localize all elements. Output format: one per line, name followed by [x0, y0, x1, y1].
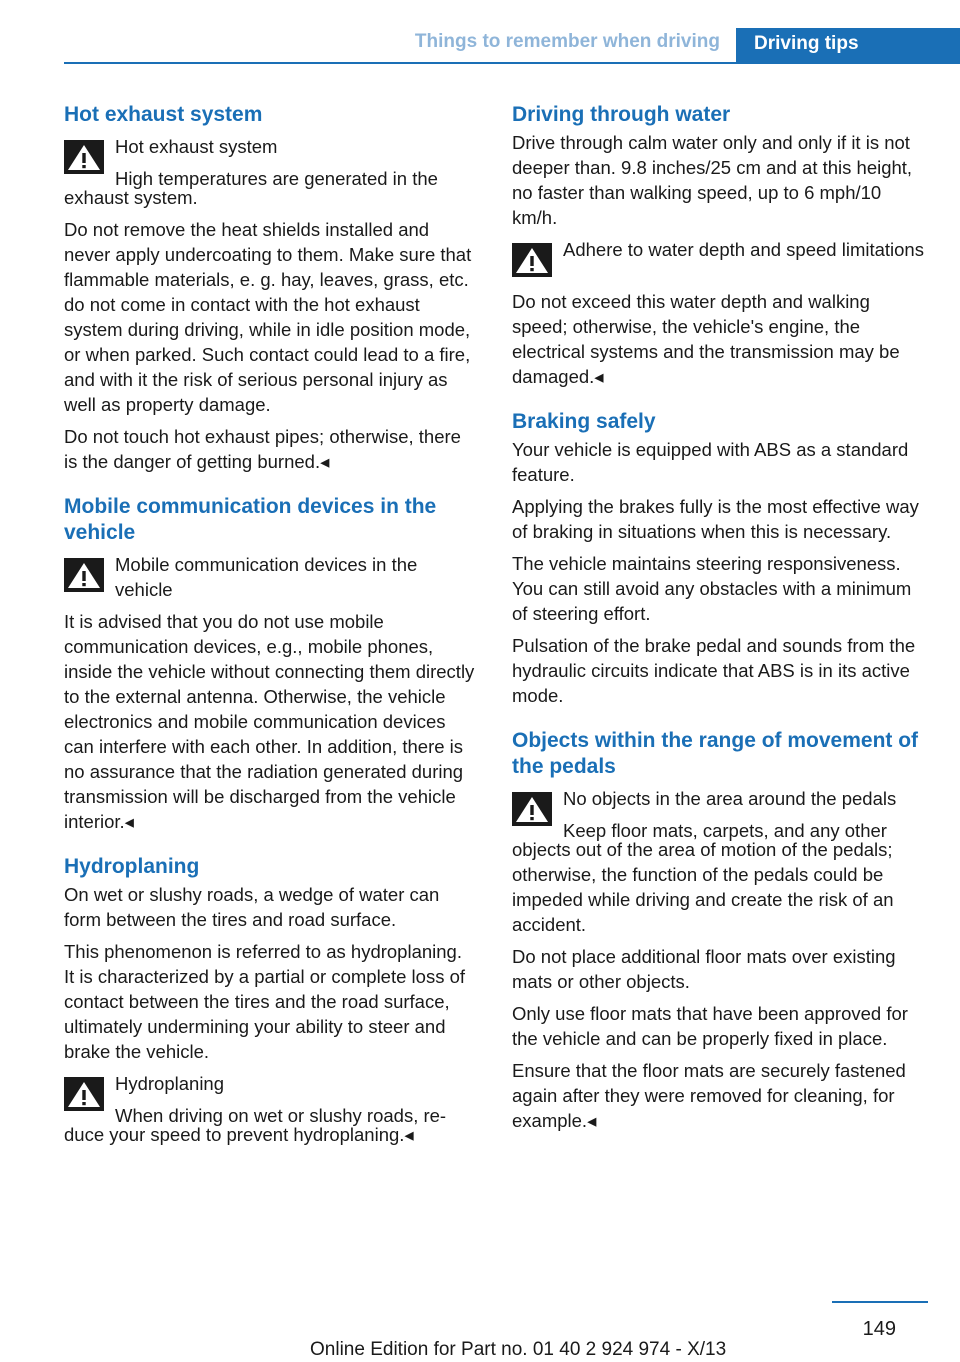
- section-title: Driving through water: [512, 103, 731, 126]
- paragraph: Pulsation of the brake pedal and sounds from the hydraulic circuits indicate that ABS is in its active mode.: [512, 635, 916, 706]
- warning-lead: High temperatures are generated in the: [115, 168, 438, 189]
- section-hot-exhaust: [64, 102, 476, 474]
- paragraph: Do not exceed this water depth and walking speed; otherwise, the vehicle's engine, the electrical systems and the transmission may be damaged.◂: [512, 291, 900, 387]
- paragraph: Do not place additional floor mats over existing mats or other objects.: [512, 946, 896, 992]
- edition-footer: Online Edition for Part no. 01 40 2 924 974 - X/13: [310, 1339, 727, 1360]
- paragraph: This phenomenon is referred to as hydroplaning. It is characterized by a partial or complete loss of contact between the tires and the road surface, ultimately undermining your ability to steer and brake the vehicle.: [64, 941, 466, 1062]
- warning-block: [512, 786, 928, 843]
- warning-text: duce your speed to prevent hydroplaning.◂: [64, 1124, 414, 1145]
- footer-rule: [832, 1301, 928, 1303]
- warning-triangle-icon: [64, 558, 104, 592]
- right-column: [512, 102, 928, 1153]
- paragraph: Only use floor mats that have been approved for the vehicle and can be properly fixed in place.: [512, 1003, 908, 1049]
- paragraph: Do not touch hot exhaust pipes; otherwise, there is the danger of getting burned.◂: [64, 426, 461, 472]
- warning-triangle-icon: [64, 140, 104, 174]
- paragraph: Ensure that the floor mats are securely fastened again after they were removed for cleaning, for example.◂: [512, 1060, 906, 1131]
- section-title: Objects within the range of movement of the pedals: [512, 729, 919, 778]
- page-number: 149: [862, 1318, 896, 1340]
- paragraph: On wet or slushy roads, a wedge of water can form between the tires and road surface.: [64, 884, 440, 930]
- paragraph: Drive through calm water only and only if it is not deeper than. 9.8 inches/25 cm and at this height, no faster than walking speed, up to 6 mph/10 km/h.: [512, 132, 913, 228]
- section-hydroplaning: [64, 854, 476, 1147]
- warning-lead: Keep floor mats, carpets, and any other: [563, 820, 887, 841]
- section-pedal-objects: [512, 728, 928, 1133]
- section-title: Hydroplaning: [64, 855, 200, 878]
- section-title: Mobile communication devices in the vehicle: [64, 495, 437, 544]
- paragraph: It is advised that you do not use mobile communication devices, e.g., mobile phones, inside the vehicle without connecting them directly to the external antenna. Otherwise, the vehicle electronics and mobile communication devices can interfere with each other. In addition, there is no assurance that the radiation generated during transmission will be discharged from the vehicle interior.◂: [64, 611, 475, 832]
- paragraph: Your vehicle is equipped with ABS as a standard feature.: [512, 439, 909, 485]
- section-mobile-devices: [64, 494, 476, 834]
- warning-triangle-icon: [64, 1077, 104, 1111]
- warning-block: [64, 134, 476, 191]
- paragraph: The vehicle maintains steering responsiveness. You can still avoid any obstacles with a minimum of steering effort.: [512, 553, 912, 624]
- warning-text: objects out of the area of motion of the pedals; otherwise, the function of the pedals could be impeded while driving and create the risk of an accident.: [512, 839, 894, 935]
- left-column: [64, 102, 476, 1167]
- warning-title: Adhere to water depth and speed limitations: [563, 239, 924, 260]
- warning-block: [64, 552, 476, 602]
- warning-triangle-icon: [512, 243, 552, 277]
- paragraph: Applying the brakes fully is the most effective way of braking in situations when this is necessary.: [512, 496, 919, 542]
- warning-triangle-icon: [512, 792, 552, 826]
- warning-title: No objects in the area around the pedals: [563, 788, 897, 809]
- warning-text: exhaust system.: [64, 187, 198, 208]
- header-chapter-tab: Driving tips: [736, 28, 960, 62]
- section-braking-safely: [512, 409, 928, 708]
- warning-title: Mobile communication devices in the vehicle: [115, 554, 418, 600]
- section-title: Hot exhaust system: [64, 103, 263, 126]
- warning-title: Hydroplaning: [115, 1073, 225, 1094]
- paragraph: Do not remove the heat shields installed and never apply undercoating to them. Make sure that flammable materials, e. g. hay, leaves, grass, etc. do not come in contact with the hot exhaust system during driving, while in idle position mode, or when parked. Such contact could lead to a fire, and with it the risk of serious personal injury as well as property damage.: [64, 219, 472, 415]
- page-header: [64, 28, 960, 64]
- warning-lead: When driving on wet or slushy roads, re-: [115, 1105, 447, 1126]
- warning-block: [512, 237, 928, 283]
- section-driving-through-water: [512, 102, 928, 389]
- warning-block: [64, 1071, 476, 1128]
- header-section-label: Things to remember when driving: [414, 31, 720, 52]
- section-title: Braking safely: [512, 410, 656, 433]
- warning-title: Hot exhaust system: [115, 136, 278, 157]
